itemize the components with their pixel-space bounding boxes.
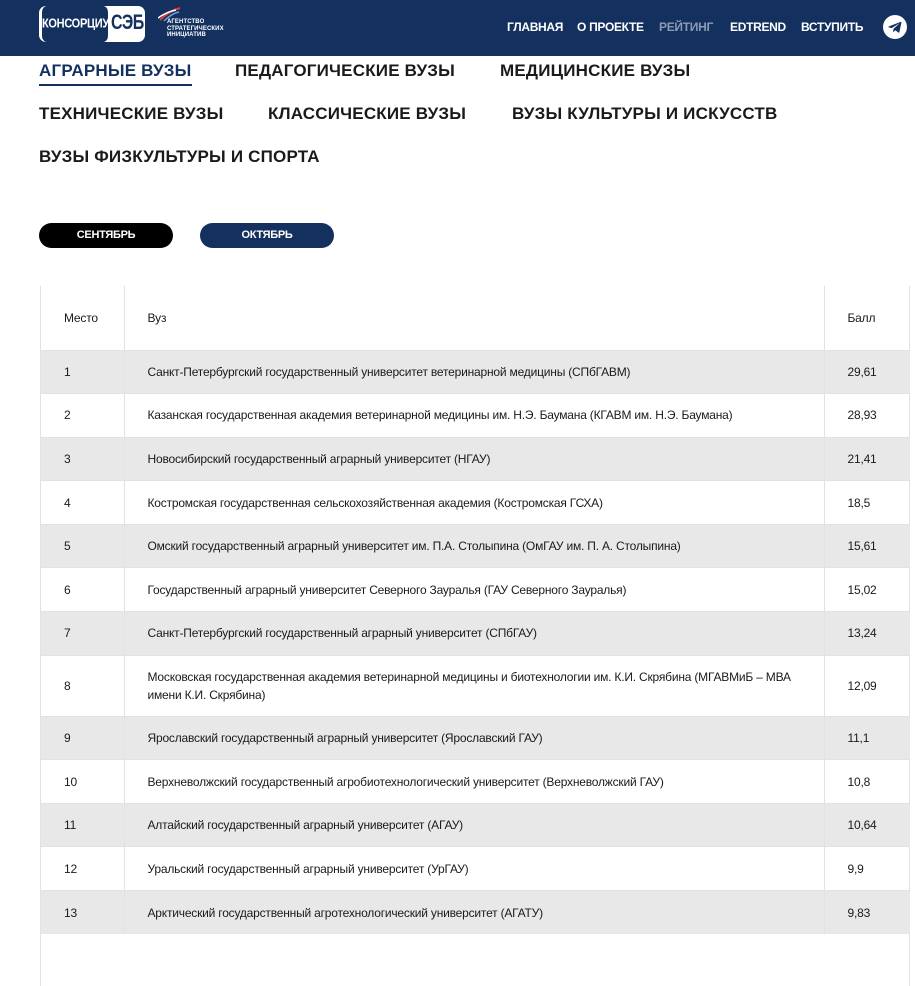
row-place: 5 xyxy=(41,524,124,568)
row-university: Арктический государственный агротехнологический университет (АГАТУ) xyxy=(124,891,824,935)
table-row xyxy=(41,481,910,525)
row-score: 10,8 xyxy=(847,774,871,789)
row-university: Алтайский государственный аграрный университет (АГАУ) xyxy=(124,803,824,847)
table-row xyxy=(41,568,910,612)
month-september-button[interactable]: СЕНТЯБРЬ xyxy=(39,223,173,248)
row-score: 9,83 xyxy=(847,905,871,920)
row-place: 2 xyxy=(41,394,124,438)
tab-medical[interactable]: МЕДИЦИНСКИЕ ВУЗЫ xyxy=(500,61,691,80)
row-score: 21,41 xyxy=(847,451,877,466)
row-place: 1 xyxy=(41,350,124,394)
row-place: 4 xyxy=(41,481,124,525)
table-row xyxy=(41,891,910,935)
table-row xyxy=(41,612,910,656)
row-place: 8 xyxy=(41,655,124,716)
row-score: 12,09 xyxy=(847,678,877,693)
telegram-button[interactable] xyxy=(883,15,907,39)
row-score: 10,64 xyxy=(847,818,877,833)
table-header-row xyxy=(41,286,910,350)
consortium-logo[interactable] xyxy=(39,6,145,42)
table-row xyxy=(41,803,910,847)
header-place: Место xyxy=(41,286,124,350)
header-score: Балл xyxy=(847,310,876,325)
site-header xyxy=(0,0,915,56)
row-university: Костромская государственная сельскохозяйственная академия (Костромская ГСХА) xyxy=(124,481,824,525)
row-score: 29,61 xyxy=(847,364,877,379)
row-place: 7 xyxy=(41,612,124,656)
tab-technical[interactable]: ТЕХНИЧЕСКИЕ ВУЗЫ xyxy=(39,104,224,123)
nav-rating[interactable]: РЕЙТИНГ xyxy=(659,20,713,34)
row-university: Уральский государственный аграрный университет (УрГАУ) xyxy=(124,847,824,891)
asi-logo-text: АГЕНТСТВО СТРАТЕГИЧЕСКИХ ИНИЦИАТИВ xyxy=(167,19,224,38)
tab-sports[interactable]: ВУЗЫ ФИЗКУЛЬТУРЫ И СПОРТА xyxy=(39,147,320,166)
logo-wordmark: КОНСОРЦИУМ xyxy=(42,6,108,42)
tab-pedagogical[interactable]: ПЕДАГОГИЧЕСКИЕ ВУЗЫ xyxy=(235,61,455,80)
header-university: Вуз xyxy=(124,286,824,350)
table-row xyxy=(41,655,910,716)
row-place: 11 xyxy=(41,803,124,847)
tab-culture-arts[interactable]: ВУЗЫ КУЛЬТУРЫ И ИСКУССТВ xyxy=(512,104,778,123)
row-place: 3 xyxy=(41,437,124,481)
table-row xyxy=(41,394,910,438)
row-university: Ярославский государственный аграрный университет (Ярославский ГАУ) xyxy=(124,716,824,760)
row-university: Новосибирский государственный аграрный университет (НГАУ) xyxy=(124,437,824,481)
row-university: Московская государственная академия ветеринарной медицины и биотехнологии им. К.И. Скрябина (МГАВМиБ – МВА имени К.И. Скрябина) xyxy=(124,655,824,716)
row-score: 15,61 xyxy=(847,539,877,554)
row-university: Верхневолжский государственный агробиотехнологический университет (Верхневолжский ГАУ) xyxy=(124,760,824,804)
tab-agrarian[interactable]: АГРАРНЫЕ ВУЗЫ xyxy=(39,61,192,80)
table-row xyxy=(41,350,910,394)
nav-about[interactable]: О ПРОЕКТЕ xyxy=(577,20,644,34)
row-place: 10 xyxy=(41,760,124,804)
row-score: 28,93 xyxy=(847,408,877,423)
table-row xyxy=(41,760,910,804)
row-score: 13,24 xyxy=(847,626,877,641)
table-row xyxy=(41,524,910,568)
month-october-button[interactable]: ОКТЯБРЬ xyxy=(200,223,334,248)
nav-edtrend[interactable]: EDTREND xyxy=(730,20,786,34)
row-place: 13 xyxy=(41,891,124,935)
row-score: 11,1 xyxy=(847,730,870,745)
telegram-icon xyxy=(883,15,907,39)
nav-home[interactable]: ГЛАВНАЯ xyxy=(507,20,564,34)
row-university: Санкт-Петербургский государственный университет ветеринарной медицины (СПбГАВМ) xyxy=(124,350,824,394)
row-university: Санкт-Петербургский государственный аграрный университет (СПбГАУ) xyxy=(124,612,824,656)
row-score: 9,9 xyxy=(847,861,864,876)
row-university: Государственный аграрный университет Северного Зауралья (ГАУ Северного Зауралья) xyxy=(124,568,824,612)
rating-table xyxy=(40,286,910,986)
table-row xyxy=(41,716,910,760)
active-tab-underline xyxy=(39,84,192,86)
row-score: 15,02 xyxy=(847,582,877,597)
logo-mark: СЭБ xyxy=(111,12,144,35)
row-university: Омский государственный аграрный университет им. П.А. Столыпина (ОмГАУ им. П. А. Столыпина) xyxy=(124,524,824,568)
table-row xyxy=(41,437,910,481)
row-place: 9 xyxy=(41,716,124,760)
row-place: 12 xyxy=(41,847,124,891)
table-row xyxy=(41,847,910,891)
row-place: 6 xyxy=(41,568,124,612)
row-score: 18,5 xyxy=(847,495,871,510)
nav-join[interactable]: ВСТУПИТЬ xyxy=(801,20,864,34)
tab-classical[interactable]: КЛАССИЧЕСКИЕ ВУЗЫ xyxy=(268,104,467,123)
row-university: Казанская государственная академия ветеринарной медицины им. Н.Э. Баумана (КГАВМ им. Н.Э. Баумана) xyxy=(124,394,824,438)
